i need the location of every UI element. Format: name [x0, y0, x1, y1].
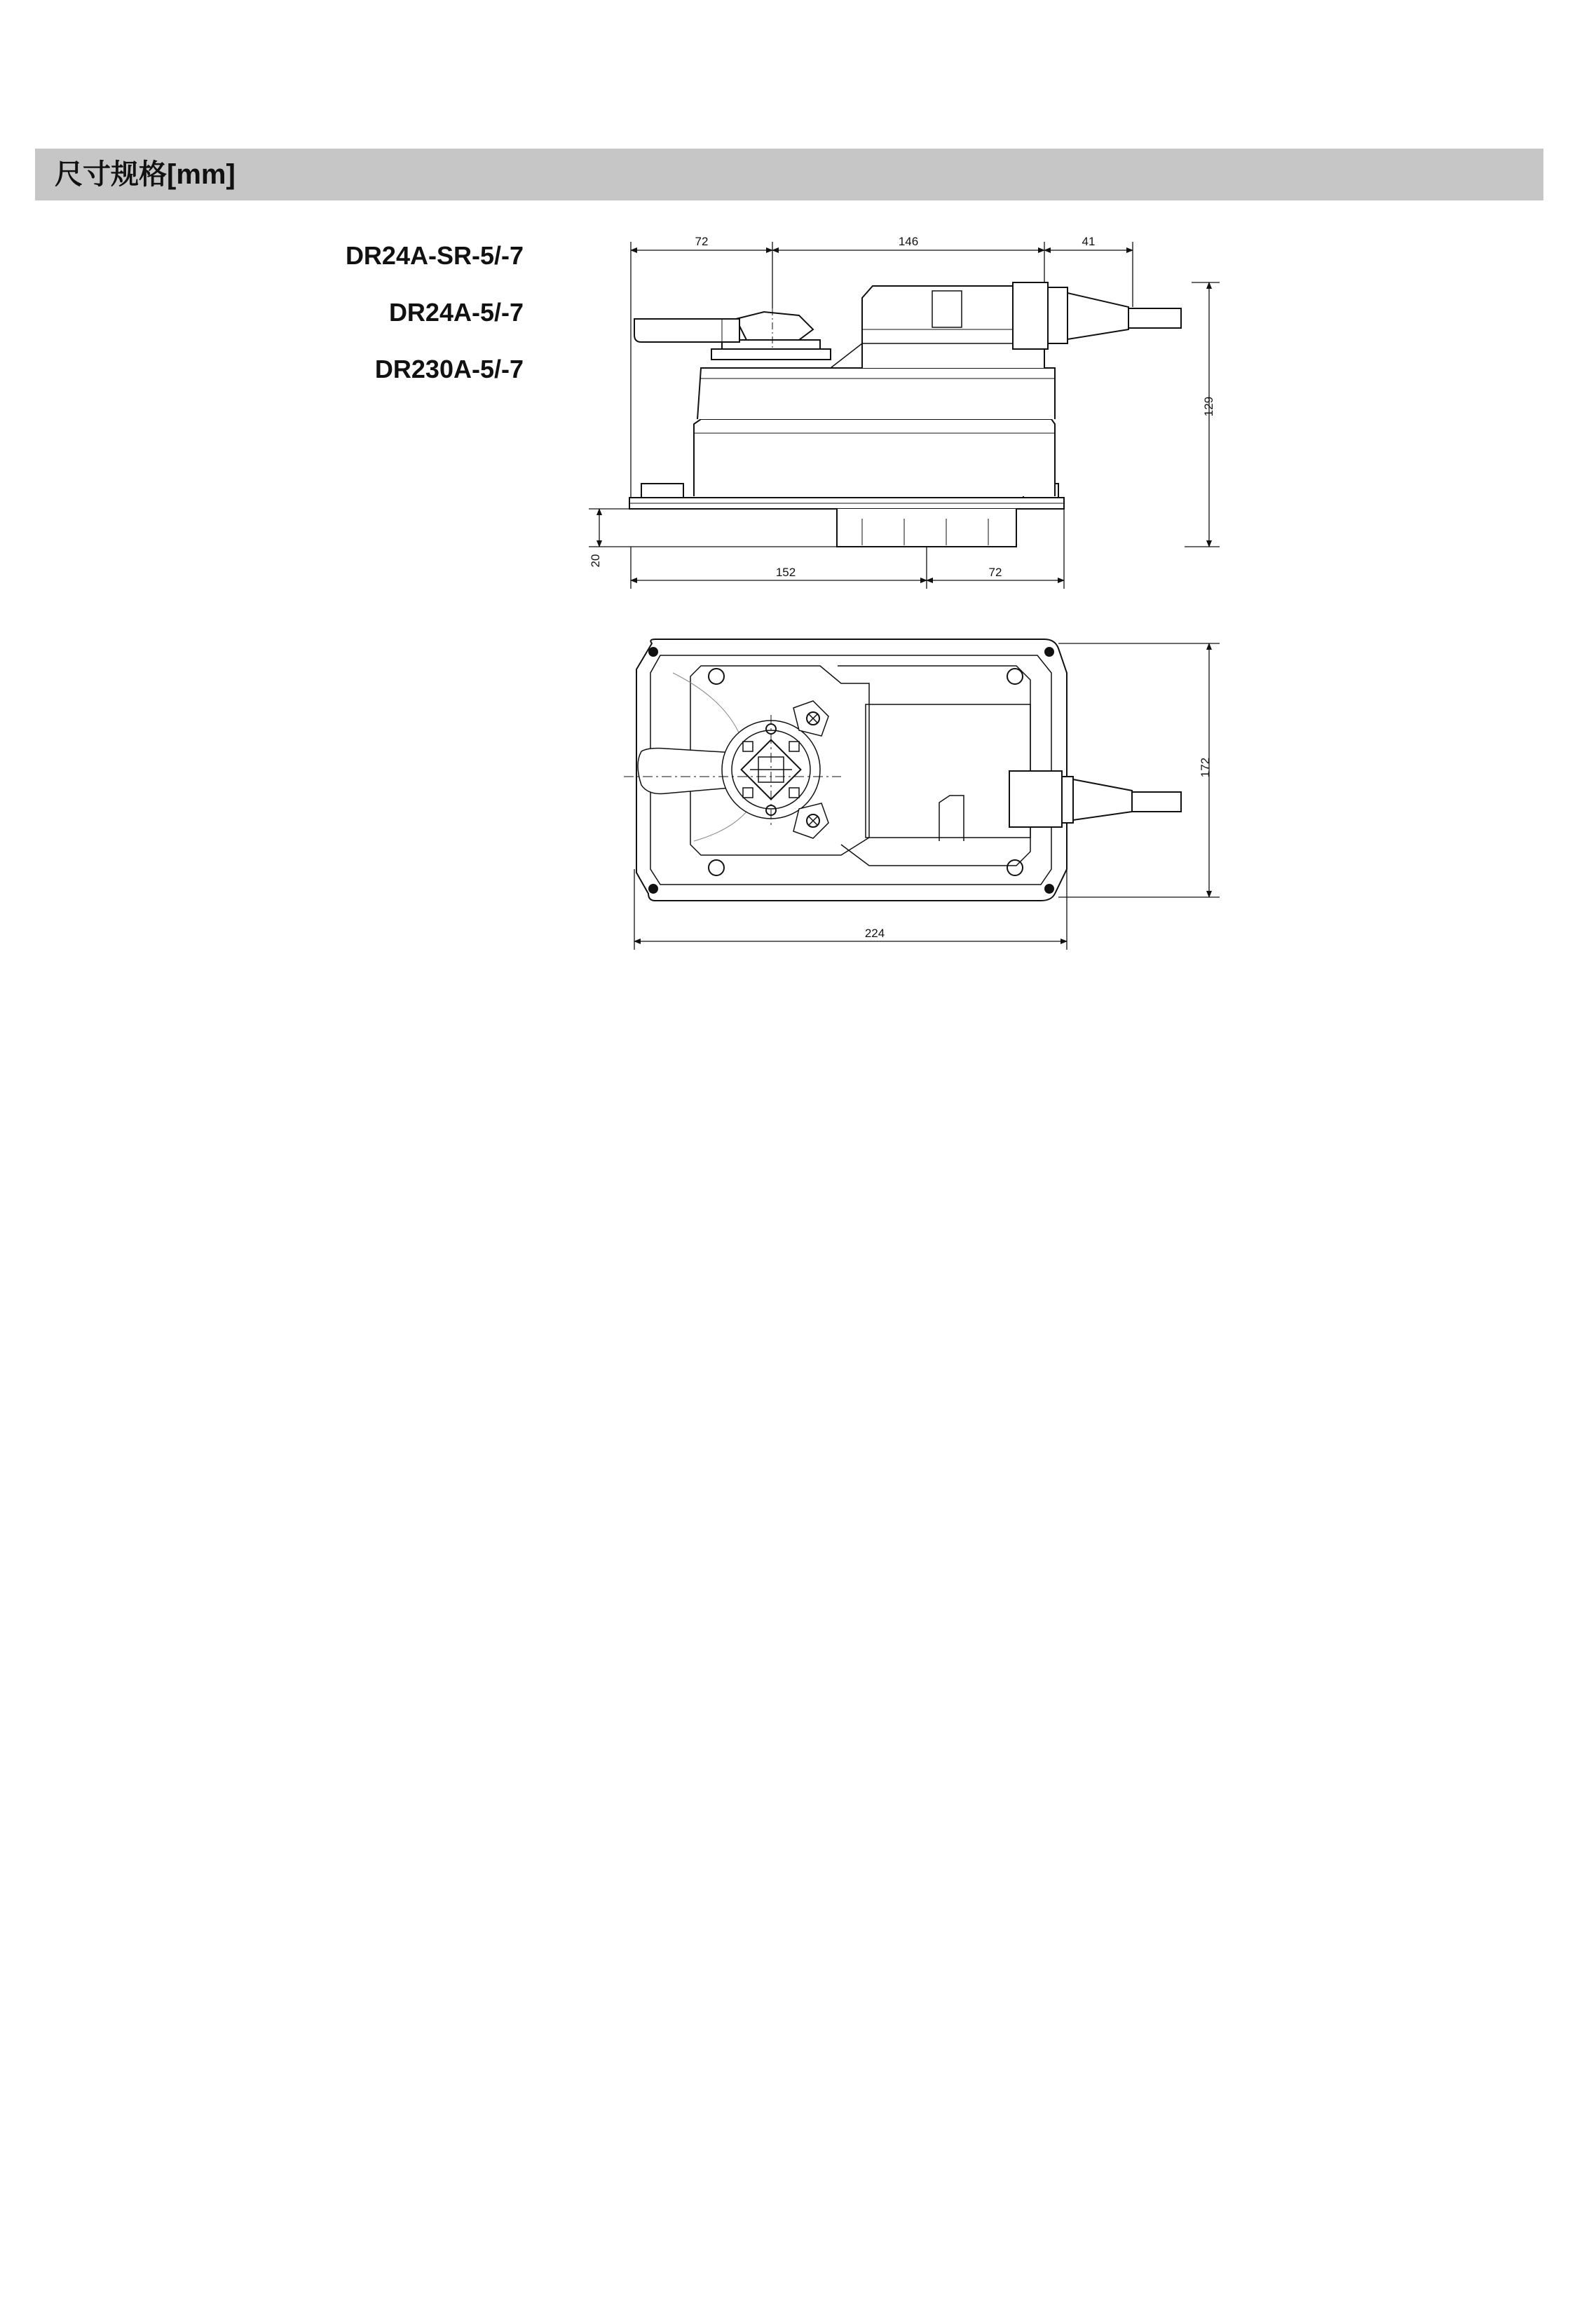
section-title: 尺寸规格[mm] [55, 159, 236, 190]
dim-side-bottom-left: 152 [775, 566, 796, 579]
dim-side-top-left: 72 [695, 235, 709, 248]
dim-side-top-middle: 146 [898, 235, 919, 248]
dim-side-top-right: 41 [1082, 235, 1096, 248]
model-name-2: DR24A-5/-7 [388, 298, 524, 327]
dim-top-width: 224 [864, 927, 885, 940]
dim-side-height: 129 [1202, 396, 1215, 417]
top-view-drawing [624, 639, 1181, 901]
dim-side-base: 20 [589, 554, 602, 568]
side-view-drawing [629, 282, 1181, 547]
model-name-3: DR230A-5/-7 [374, 355, 524, 383]
dim-top-height: 172 [1199, 757, 1212, 778]
dim-side-bottom-right: 72 [988, 566, 1002, 579]
model-name-1: DR24A-SR-5/-7 [345, 241, 524, 270]
